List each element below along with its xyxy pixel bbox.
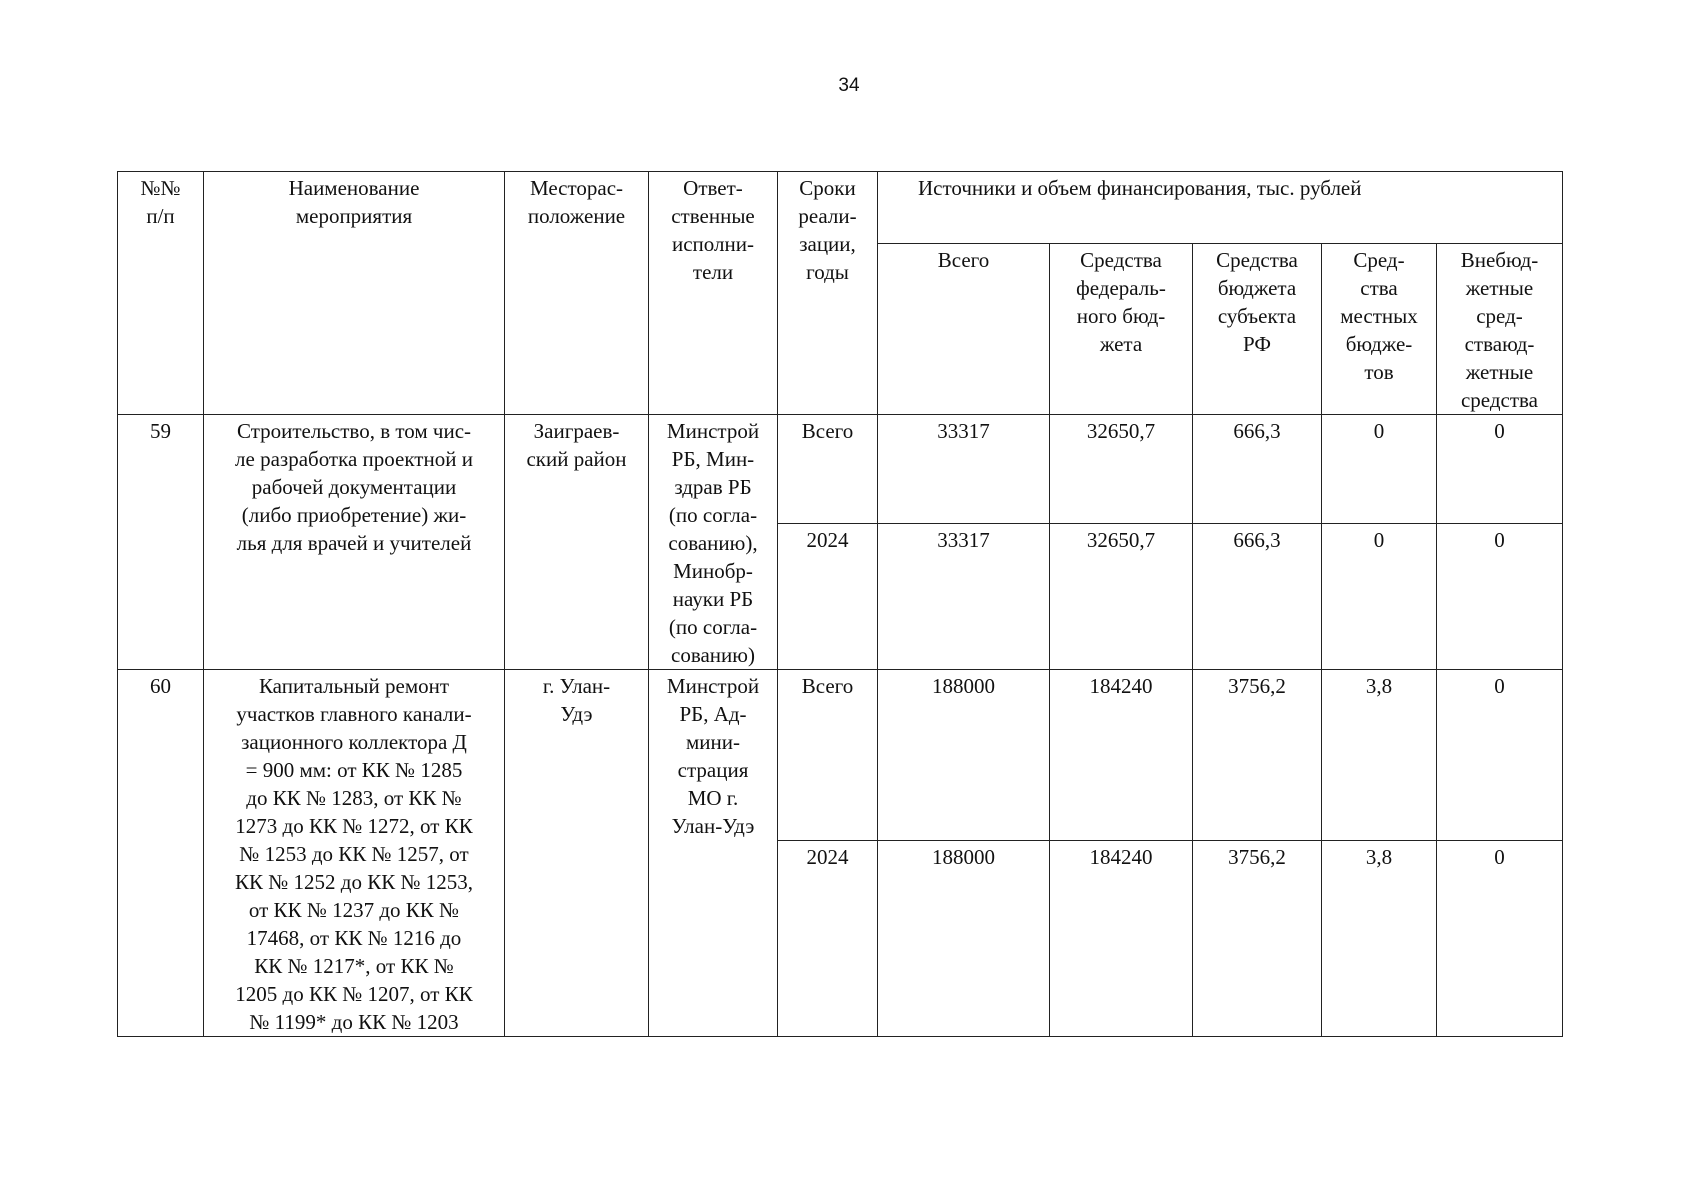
header-name: Наименование мероприятия (204, 172, 505, 415)
row-executors: Минстрой РБ, Ад- мини- страция МО г. Улан-Удэ (649, 670, 778, 1037)
row-name: Строительство, в том чис- ле разработка проектной и рабочей документации (либо приобретение) жи- лья для врачей и учителей (204, 415, 505, 670)
row-federal: 32650,7 (1050, 523, 1193, 669)
row-period: 2024 (778, 840, 878, 1036)
header-federal: Средства федераль- ного бюд- жета (1050, 244, 1193, 415)
row-period: 2024 (778, 523, 878, 669)
row-period: Всего (778, 670, 878, 841)
header-total: Всего (878, 244, 1050, 415)
row-federal: 32650,7 (1050, 415, 1193, 524)
row-extra: 0 (1437, 523, 1563, 669)
header-subject: Средства бюджета субъекта РФ (1193, 244, 1322, 415)
header-local: Сред- ства местных бюдже- тов (1322, 244, 1437, 415)
row-local: 0 (1322, 523, 1437, 669)
header-financing: Источники и объем финансирования, тыс. рублей (878, 172, 1563, 244)
table-row (118, 670, 1563, 841)
row-total: 188000 (878, 840, 1050, 1036)
header-extra: Внебюд- жетные сред- стваюд- жетные средства (1437, 244, 1563, 415)
row-name: Капитальный ремонт участков главного канали- зационного коллектора Д = 900 мм: от КК № 1285 до КК № 1283, от КК № 1273 до КК № 1272, от КК № 1253 до КК № 1257, от КК № 1252 до КК № 1253, от КК № 1237 до КК № 17468, от КК № 1216 до КК № 1217*, от КК № 1205 до КК № 1207, от КК № 1199* до КК № 1203 (204, 670, 505, 1037)
row-subject: 666,3 (1193, 523, 1322, 669)
row-federal: 184240 (1050, 840, 1193, 1036)
row-num: 59 (118, 415, 204, 670)
row-location: г. Улан- Удэ (505, 670, 649, 1037)
row-location: Заиграев- ский район (505, 415, 649, 670)
header-executors: Ответ- ственные исполни- тели (649, 172, 778, 415)
row-executors: Минстрой РБ, Мин- здрав РБ (по согла- сованию), Минобр- науки РБ (по согла- сованию) (649, 415, 778, 670)
row-extra: 0 (1437, 670, 1563, 841)
page-number: 34 (838, 75, 860, 96)
row-subject: 3756,2 (1193, 670, 1322, 841)
row-total: 33317 (878, 523, 1050, 669)
row-num: 60 (118, 670, 204, 1037)
header-period: Сроки реали- зации, годы (778, 172, 878, 415)
financing-table (117, 171, 1563, 1037)
row-extra: 0 (1437, 415, 1563, 524)
row-subject: 3756,2 (1193, 840, 1322, 1036)
row-local: 0 (1322, 415, 1437, 524)
table-row (118, 415, 1563, 524)
header-location: Месторас- положение (505, 172, 649, 415)
row-local: 3,8 (1322, 670, 1437, 841)
header-row-1 (118, 172, 1563, 244)
row-total: 33317 (878, 415, 1050, 524)
header-num: №№ п/п (118, 172, 204, 415)
row-extra: 0 (1437, 840, 1563, 1036)
row-subject: 666,3 (1193, 415, 1322, 524)
row-period: Всего (778, 415, 878, 524)
row-total: 188000 (878, 670, 1050, 841)
row-local: 3,8 (1322, 840, 1437, 1036)
row-federal: 184240 (1050, 670, 1193, 841)
